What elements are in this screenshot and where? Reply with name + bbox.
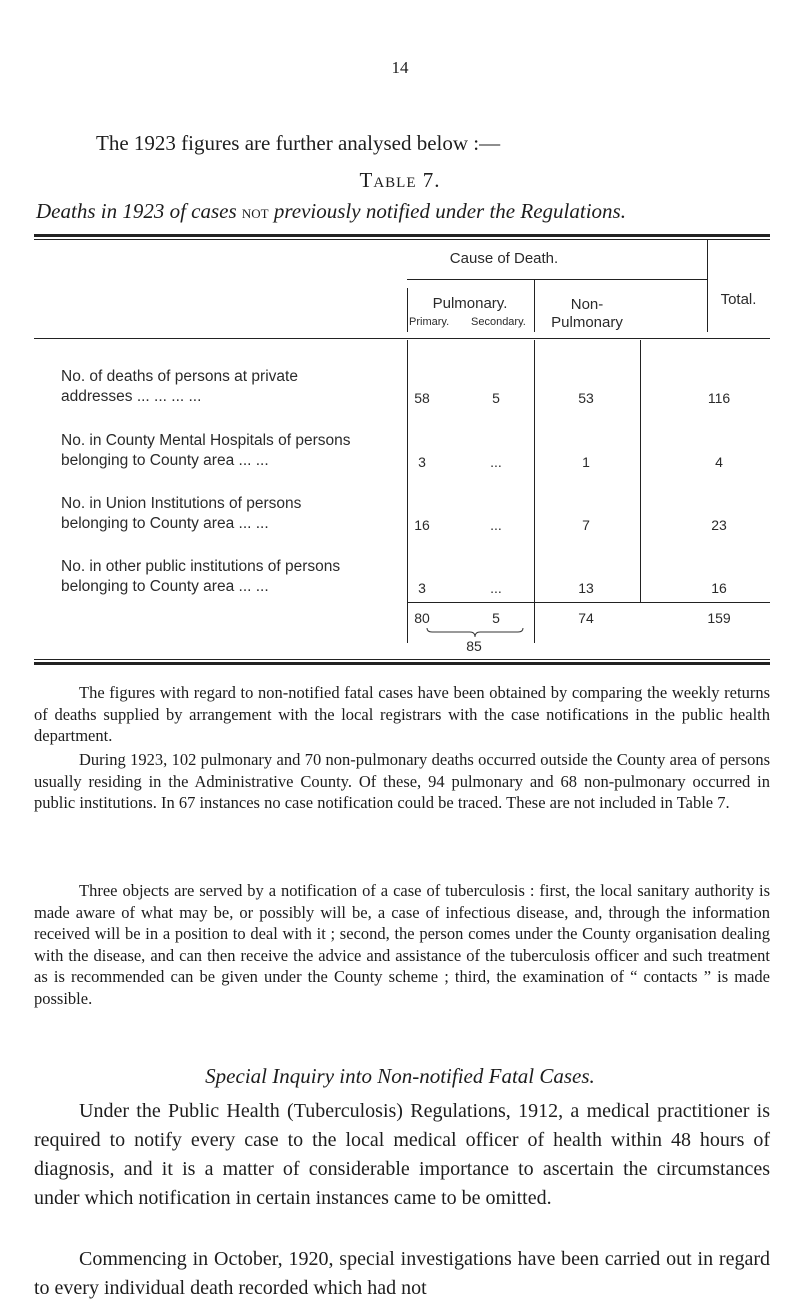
row-label-line: No. in Union Institutions of persons bbox=[61, 495, 302, 512]
body-vrule-1 bbox=[407, 340, 408, 643]
paragraph-3: Three objects are served by a notification of a case of tuberculosis : first, the local sanitary authority is made aware of what may be, or possibly will be, a case of infectious disease, and, through the information received will be in a position to deal with it ; second, the person comes under the County organisation dealing with the disease, and can then receive the advice and assistance of the tuberculosis officer and such treatment as is recommended can be given under the County scheme ; third, the examination of “ contacts ” is made possible. bbox=[34, 881, 770, 1008]
page-number: 14 bbox=[391, 58, 409, 77]
totals-total: 159 bbox=[707, 610, 731, 626]
header-non-pulmonary-1: Non- bbox=[570, 296, 604, 313]
row-3-secondary: ... bbox=[490, 517, 502, 533]
row-2-non-pulmonary: 1 bbox=[582, 454, 590, 470]
row-label-line: addresses ... ... ... ... bbox=[61, 388, 202, 405]
totals-pulmonary-sum: 85 bbox=[466, 638, 482, 654]
paragraph-2: During 1923, 102 pulmonary and 70 non-pulmonary deaths occurred outside the County area of persons usually residing in the Administrative County. Of these, 94 pulmonary and 68 non-pulmonary occurred in public institutions. In 67 instances no case notification could be traced. These are not included in Table 7. bbox=[34, 750, 770, 812]
totals-top-rule bbox=[407, 602, 770, 603]
row-label-line: belonging to County area ... ... bbox=[61, 452, 269, 469]
row-label-line: belonging to County area ... ... bbox=[61, 578, 269, 595]
totals-primary: 80 bbox=[414, 610, 430, 626]
header-vrule-right bbox=[707, 240, 708, 332]
body-vrule-2 bbox=[534, 340, 535, 643]
table-row-4-label bbox=[61, 557, 406, 597]
header-bottom-rule bbox=[34, 338, 770, 339]
table-title: Table 7. bbox=[359, 168, 441, 192]
table-top-rule-thin bbox=[34, 239, 770, 240]
header-pulmonary: Pulmonary. bbox=[432, 295, 508, 312]
table-bottom-rule bbox=[34, 662, 770, 665]
totals-secondary: 5 bbox=[492, 610, 500, 626]
row-3-total: 23 bbox=[711, 517, 727, 533]
row-1-non-pulmonary: 53 bbox=[578, 390, 594, 406]
big-paragraph-1: Under the Public Health (Tuberculosis) Regulations, 1912, a medical practitioner is required to notify every case to the local medical officer of health within 48 hours of diagnosis, and it is a matter of considerable importance to ascertain the circumstances under which notification in certain instances came to be omitted. bbox=[34, 1100, 770, 1209]
row-1-total: 116 bbox=[707, 390, 731, 406]
row-1-primary: 58 bbox=[414, 390, 430, 406]
subtitle-part-1: Deaths in 1923 of cases bbox=[36, 199, 237, 223]
row-4-non-pulmonary: 13 bbox=[578, 580, 594, 596]
table-row-1-label bbox=[61, 367, 406, 407]
subtitle-not: not bbox=[241, 202, 269, 222]
table-top-rule bbox=[34, 234, 770, 237]
header-cause-of-death: Cause of Death. bbox=[449, 250, 559, 267]
section-heading: Special Inquiry into Non-notified Fatal Cases. bbox=[205, 1064, 595, 1088]
paragraph-1: The figures with regard to non-notified fatal cases have been obtained by comparing the weekly returns of deaths supplied by arrangement with the local registrars with the case notifications in the public health department. bbox=[34, 683, 770, 745]
totals-non-pulmonary: 74 bbox=[578, 610, 594, 626]
row-3-non-pulmonary: 7 bbox=[582, 517, 590, 533]
header-vrule-left bbox=[407, 288, 408, 332]
table-row-3-label bbox=[61, 494, 406, 534]
deaths-table bbox=[34, 234, 770, 654]
row-2-secondary: ... bbox=[490, 454, 502, 470]
row-3-primary: 16 bbox=[414, 517, 430, 533]
header-vrule-mid bbox=[534, 279, 535, 332]
row-4-total: 16 bbox=[711, 580, 727, 596]
row-1-secondary: 5 bbox=[492, 390, 500, 406]
row-2-total: 4 bbox=[715, 454, 723, 470]
big-paragraph-2: Commencing in October, 1920, special investigations have been carried out in regard to every individual death recorded which had not bbox=[34, 1248, 770, 1299]
row-label-line: No. of deaths of persons at private bbox=[61, 368, 298, 385]
table-bottom-rule-thin bbox=[34, 659, 770, 660]
intro-text: The 1923 figures are further analysed below :— bbox=[96, 131, 501, 155]
header-total: Total. bbox=[720, 291, 757, 308]
subtitle-part-2: previously notified under the Regulations. bbox=[273, 199, 626, 223]
table-subtitle bbox=[36, 199, 626, 224]
header-non-pulmonary-2: Pulmonary bbox=[551, 314, 623, 331]
table-row-2-label bbox=[61, 431, 406, 471]
row-label-line: belonging to County area ... ... bbox=[61, 515, 269, 532]
row-4-secondary: ... bbox=[490, 580, 502, 596]
header-secondary: Secondary. bbox=[471, 316, 526, 328]
body-vrule-3 bbox=[640, 340, 641, 603]
row-label-line: No. in County Mental Hospitals of persons bbox=[61, 432, 351, 449]
header-cause-underline bbox=[407, 279, 707, 280]
row-label-line: No. in other public institutions of persons bbox=[61, 558, 341, 575]
row-4-primary: 3 bbox=[418, 580, 426, 596]
header-primary: Primary. bbox=[409, 316, 450, 328]
row-2-primary: 3 bbox=[418, 454, 426, 470]
